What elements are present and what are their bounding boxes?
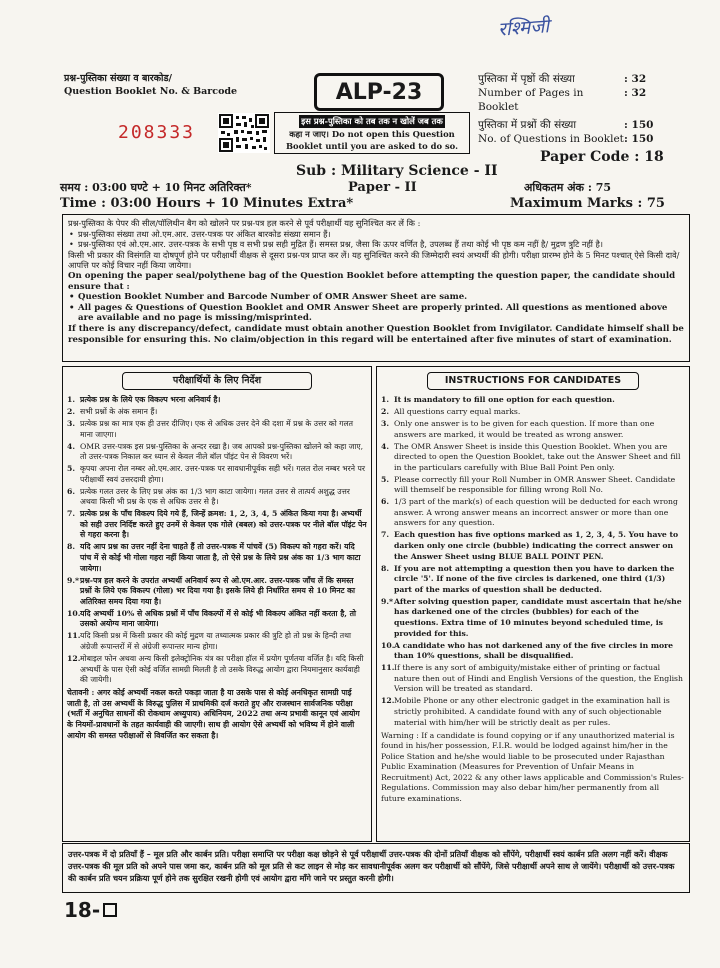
instruction-number: 8. — [381, 563, 390, 573]
instruction-number: 4. — [381, 441, 390, 451]
do-not-open-hindi: इस प्रश्न-पुस्तिका को तब तक न खोलें जब तक — [301, 116, 443, 126]
do-not-open-mixed: कहा न जाए। Do not open this Question — [289, 128, 455, 139]
qr-barcode-icon — [218, 113, 270, 153]
english-warning: Warning : If a candidate is found copying or if any unauthorized material is found in his/her possession, F.I.R. would be lodged against him/her in the Police Station and he/she would liable to be prosecuted under Rajasthan Public Examination (Measures for Prevention of Unfair Means in Recruitment) Act, 2022 & any other laws applicable and Commission's Rules-Regulations. Commission may also debar him/her permanently from all future examinations. — [381, 730, 684, 804]
instruction-text: Mobile Phone or any other electronic gadget in the examination hall is strictly prohibited. A candidate found with any of such objectionable material with him/her will be strictly dealt as per rules. — [394, 696, 670, 727]
notice-english-point: • All pages & Questions of Question Booklet and OMR Answer Sheet are properly printed. All questions as mentioned above are available and no page is missing/misprinted. — [68, 303, 684, 324]
booklet-label-english: Question Booklet No. & Barcode — [64, 86, 238, 97]
instruction-item — [67, 395, 367, 406]
instruction-text: प्रश्न-पत्र हल करने के उपरांत अभ्यर्थी अनिवार्य रूप से ओ.एम.आर. उत्तर-पत्रक जाँच लें कि समस्त प्रश्नों के लिये एक विकल्प (गोला) भर दिया गया है। इसके लिये ही निर्धारित समय से 10 मिनट का अतिरिक्त समय दिया गया है। — [80, 575, 356, 606]
instruction-item — [67, 464, 367, 485]
instruction-number: 9.* — [67, 575, 80, 585]
footer-note-text: उत्तर-पत्रक में दो प्रतियाँ हैं – मूल प्रति और कार्बन प्रति। परीक्षा समाप्ति पर परीक्षा कक्ष छोड़ने से पूर्व परीक्षार्थी उत्तर-पत्रक की दोनों प्रतियाँ वीक्षक को सौंपेंगे, परीक्षार्थी स्वयं कार्बन प्रति अलग नहीं करें। वीक्षक उत्तर-पत्रक की मूल प्रति को अपने पास जमा कर, कार्बन प्रति को मूल प्रति से कट लाइन से मोड़ कर सावधानीपूर्वक अलग कर परीक्षार्थी को सौंपेंगे, जिसे परीक्षार्थी अपने साथ ले जायेंगे। परीक्षार्थी को उत्तर-पत्रक की कार्बन प्रति चयन प्रक्रिया पूर्ण होने तक सुरक्षित रखनी होगी एवं आयोग द्वारा माँगे जाने पर प्रस्तुत करनी होगी। — [68, 849, 675, 883]
instruction-item — [67, 419, 367, 440]
instruction-item — [381, 530, 685, 562]
instruction-number: 11. — [67, 631, 81, 641]
notice-hindi-points — [68, 229, 684, 250]
instruction-text: प्रत्येक प्रश्न के लिये एक विकल्प भरना अनिवार्य है। — [80, 395, 221, 404]
instruction-number: 5. — [67, 464, 76, 474]
instruction-number: 11. — [381, 663, 395, 673]
instruction-text: कृपया अपना रोल नम्बर ओ.एम.आर. उत्तर-पत्रक पर सावधानीपूर्वक सही भरें। गलत रोल नम्बर भरने पर परीक्षार्थी स्वयं उत्तरदायी होगा। — [80, 464, 366, 484]
english-instructions-panel — [376, 366, 690, 842]
instruction-number: 10. — [381, 640, 395, 650]
instruction-number: 12. — [381, 696, 395, 706]
questions-label-english: No. of Questions in Booklet — [478, 133, 624, 145]
instruction-text: यदि अभ्यर्थी 10% से अधिक प्रश्नों में पाँच विकल्पों में से कोई भी विकल्प अंकित नहीं करता है, तो उसको अयोग्य माना जायेगा। — [80, 608, 357, 629]
instruction-item — [381, 442, 685, 474]
max-marks-english: Maximum Marks : 75 — [510, 196, 665, 211]
instruction-item — [381, 407, 685, 418]
instruction-number: 12. — [67, 653, 81, 663]
hindi-instructions-list — [63, 395, 371, 686]
booklet-stats — [478, 72, 670, 146]
instruction-text: प्रत्येक गलत उत्तर के लिए प्रश्न अंक का 1/3 भाग काटा जायेगा। गलत उत्तर से तात्पर्य अशुद्ध उत्तर अथवा किसी भी प्रश्न के एक से अधिक उत्तर से है। — [80, 486, 350, 507]
instruction-number: 1. — [381, 395, 390, 404]
booklet-number-label — [64, 72, 237, 98]
instruction-text: OMR उत्तर-पत्रक इस प्रश्न-पुस्तिका के अन्दर रखा है। जब आपको प्रश्न-पुस्तिका खोलने को कहा जाए, तो उत्तर-पत्रक निकाल कर ध्यान से केवल नीले बॉल पॉइंट पेन से विवरण भरें। — [80, 441, 364, 462]
instruction-item — [381, 641, 685, 662]
notice-hindi-outro: किसी भी प्रकार की विसंगति या दोषपूर्ण होने पर परीक्षार्थी वीक्षक से दूसरा प्रश्न-पत्र प्राप्त कर लें। यह सुनिश्चित करने की जिम्मेदारी स्वयं अभ्यर्थी की होगी। परीक्षा प्रारम्भ होने के 5 मिनट पश्चात् ऐसे किसी दावे/आपत्ति पर कोई विचार नहीं किया जायेगा। — [68, 249, 680, 271]
instruction-number: 1. — [67, 395, 76, 404]
english-instructions-title: INSTRUCTIONS FOR CANDIDATES — [427, 372, 639, 390]
booklet-label-hindi: प्रश्न-पुस्तिका संख्या व बारकोड/ — [64, 73, 173, 84]
instruction-text: यदि किसी प्रश्न में किसी प्रकार की कोई मुद्रण या तथ्यात्मक प्रकार की त्रुटि हो तो प्रश्न के हिन्दी तथा अंग्रेजी रूपान्तरों में से अंग्रेजी रूपान्तर मान्य होगा। — [80, 631, 352, 651]
instruction-text: The OMR Answer Sheet is inside this Question Booklet. When you are directed to open the Question Booklet, take out the Answer Sheet and fill in the particulars carefully with Blue Ball Point Pen only. — [394, 441, 681, 472]
pages-label-hindi: पुस्तिका में पृष्ठों की संख्या — [478, 73, 575, 85]
time-hindi: समय : 03:00 घण्टे + 10 मिनट अतिरिक्त* — [60, 181, 252, 194]
instruction-number: 7. — [381, 530, 390, 540]
instruction-item — [67, 576, 367, 608]
instruction-number: 3. — [67, 418, 76, 428]
instruction-text: यदि आप प्रश्न का उत्तर नहीं देना चाहते हैं तो उत्तर-पत्रक में पांचवें (5) विकल्प को गहरा करें। यदि पांच में से कोई भी गोला गहरा नहीं किया जाता है, तो ऐसे प्रश्न के लिये प्रश्न अंक का 1/3 भाग काटा जायेगा। — [80, 542, 361, 573]
instruction-number: 8. — [67, 542, 76, 552]
notice-hindi-point: • प्रश्न-पुस्तिका संख्या तथा ओ.एम.आर. उत्तर-पत्रक पर अंकित बारकोड संख्या समान हैं। — [68, 229, 684, 240]
instruction-item — [67, 407, 367, 418]
english-instructions-list — [377, 395, 689, 728]
instruction-number: 9.* — [381, 596, 394, 606]
instruction-number: 5. — [381, 474, 390, 484]
instruction-text: प्रत्येक प्रश्न के पाँच विकल्प दिये गये हैं, जिन्हें क्रमश: 1, 2, 3, 4, 5 अंकित किया गया है। अभ्यर्थी को सही उत्तर निर्दिष्ट करते हुए उनमें से केवल एक गोले (बबल) को उत्तर-पत्रक पर नीले बॉल पॉइंट पेन से गहरा करना है। — [80, 509, 367, 540]
answer-sheet-copy-note — [62, 843, 690, 893]
page-code-text: 18- — [64, 898, 101, 922]
paper-code: Paper Code : 18 — [540, 149, 664, 165]
questions-value-english: : 150 — [624, 133, 654, 145]
instruction-text: Please correctly fill your Roll Number in OMR Answer Sheet. Candidate will themself be responsible for filling wrong Roll No. — [394, 474, 676, 495]
notice-english-outro: If there is any discrepancy/defect, candidate must obtain another Question Booklet from Invigilator. Candidate himself shall be responsible for ensuring this. No claim/objection in this regard will be entertained after five minutes of start of examination. — [68, 323, 684, 345]
questions-label-hindi: पुस्तिका में प्रश्नों की संख्या — [478, 119, 577, 131]
instruction-text: All questions carry equal marks. — [394, 406, 521, 416]
instruction-number: 3. — [381, 418, 390, 428]
paper-number: Paper - II — [348, 180, 417, 195]
booklet-number: 208333 — [118, 122, 196, 143]
instruction-text: प्रत्येक प्रश्न का मात्र एक ही उत्तर दीजिए। एक से अधिक उत्तर देने की दशा में प्रश्न के उत्तर को गलत माना जाएगा। — [80, 418, 354, 439]
pages-value-english: : 32 — [624, 87, 647, 99]
notice-english-intro: On opening the paper seal/polythene bag of the Question Booklet before attempting the question paper, the candidate should ensure that : — [68, 270, 676, 292]
instruction-text: If you are not attempting a question then you have to darken the circle '5'. If none of the five circles is darkened, one third (1/3) part of the marks of question shall be deducted. — [394, 563, 675, 594]
instruction-item — [67, 654, 367, 686]
hindi-instructions-title: परीक्षार्थियों के लिए निर्देश — [122, 372, 312, 390]
do-not-open-english: Booklet until you are asked to do so. — [285, 141, 459, 151]
pages-label-english: Number of Pages in Booklet — [478, 87, 584, 113]
instruction-item — [381, 597, 685, 639]
instruction-number: 2. — [67, 406, 76, 416]
instruction-item — [381, 497, 685, 529]
notice-english-point: • Question Booklet Number and Barcode Number of OMR Answer Sheet are same. — [68, 292, 684, 303]
instruction-number: 7. — [67, 509, 76, 519]
instruction-item — [381, 564, 685, 596]
instruction-text: If there is any sort of ambiguity/mistake either of printing or factual nature then out of Hindi and English Versions of the question, the English Version will be treated as standard. — [394, 663, 683, 694]
square-box-icon — [103, 903, 117, 917]
hindi-warning: चेतावनी : अगर कोई अभ्यर्थी नकल करते पकड़ा जाता है या उसके पास से कोई अनधिकृत सामग्री पाई जाती है, तो उस अभ्यर्थी के विरुद्ध पुलिस में प्राथमिकी दर्ज कराते हुए और राजस्थान सार्वजनिक परीक्षा (भर्ती में अनुचित साधनों की रोकथाम अध्युपाय) अधिनियम, 2022 तथा अन्य प्रभावी कानून एवं आयोग के नियमों-प्रावधानों के तहत कार्यवाही की जाएगी। साथ ही आयोग ऐसे अभ्यर्थी को भविष्य में होने वाली आयोग की समस्त परीक्षाओं से विवर्जित कर सकता है। — [67, 688, 360, 740]
instruction-item — [67, 442, 367, 463]
hindi-instructions-panel — [62, 366, 372, 842]
instruction-number: 2. — [381, 406, 390, 416]
instruction-text: It is mandatory to fill one option for each question. — [394, 395, 615, 404]
instruction-text: Each question has five options marked as 1, 2, 3, 4, 5. You have to darken only one circle (bubble) indicating the correct answer on the Answer Sheet using BLUE BALL POINT PEN. — [394, 530, 679, 561]
instruction-item — [381, 395, 685, 406]
instruction-item — [67, 487, 367, 508]
instruction-item — [67, 609, 367, 630]
seal-opening-notice — [62, 214, 690, 362]
instruction-item — [381, 663, 685, 695]
instruction-text: Only one answer is to be given for each question. If more than one answers are marked, it would be treated as wrong answer. — [394, 418, 655, 439]
instruction-number: 10. — [67, 608, 81, 618]
instruction-number: 4. — [67, 441, 76, 451]
series-code-box — [314, 73, 444, 111]
instruction-item — [381, 419, 685, 440]
questions-value-hindi: : 150 — [624, 119, 654, 131]
pages-value-hindi: : 32 — [624, 73, 647, 85]
instruction-text: 1/3 part of the mark(s) of each question will be deducted for each wrong answer. A wrong answer means an incorrect answer or more than one answers for any question. — [394, 497, 678, 528]
time-english: Time : 03:00 Hours + 10 Minutes Extra* — [60, 196, 354, 211]
instruction-number: 6. — [67, 486, 76, 496]
instruction-item — [67, 542, 367, 574]
handwritten-signature: रश्मिजी — [497, 15, 550, 41]
notice-english-points — [68, 292, 684, 324]
instruction-text: सभी प्रश्नों के अंक समान हैं। — [80, 406, 158, 416]
instruction-number: 6. — [381, 497, 390, 507]
do-not-open-notice — [274, 112, 470, 154]
instruction-text: After solving question paper, candidate must ascertain that he/she has darkened one of the circles (bubbles) for each of the questions. Extra time of 10 minutes beyond scheduled time, is provided for this. — [394, 596, 682, 638]
instruction-item — [381, 475, 685, 496]
page-code — [64, 898, 117, 922]
instruction-item — [67, 509, 367, 541]
notice-hindi-point: • प्रश्न-पुस्तिका एवं ओ.एम.आर. उत्तर-पत्रक के सभी पृष्ठ व सभी प्रश्न सही मुद्रित हैं। समस्त प्रश्न, जैसा कि ऊपर वर्णित है, उपलब्ध हैं तथा कोई भी पृष्ठ कम नहीं है/ मुद्रण त्रुटि नहीं है। — [68, 239, 684, 250]
subject-title: Sub : Military Science - II — [296, 163, 498, 179]
max-marks-hindi: अधिकतम अंक : 75 — [524, 181, 612, 194]
instruction-item — [381, 696, 685, 728]
notice-hindi-intro: प्रश्न-पुस्तिका के पेपर की सील/पॉलिथीन बैग को खोलने पर प्रश्न-पत्र हल करने से पूर्व परीक्षार्थी यह सुनिश्चित कर लें कि : — [68, 218, 421, 228]
instruction-text: मोबाइल फोन अथवा अन्य किसी इलेक्ट्रोनिक यंत्र का परीक्षा हॉल में प्रयोग पूर्णतया वर्जित है। यदि किसी अभ्यर्थी के पास ऐसी कोई वर्जित सामग्री मिलती है तो उसके विरुद्ध आयोग द्वारा नियमानुसार कार्यवाही की जायेगी। — [80, 653, 364, 685]
instruction-item — [67, 631, 367, 652]
series-code: ALP-23 — [335, 79, 423, 105]
instruction-text: A candidate who has not darkened any of the five circles in more than 10% questions, shall be disqualified. — [394, 640, 674, 661]
